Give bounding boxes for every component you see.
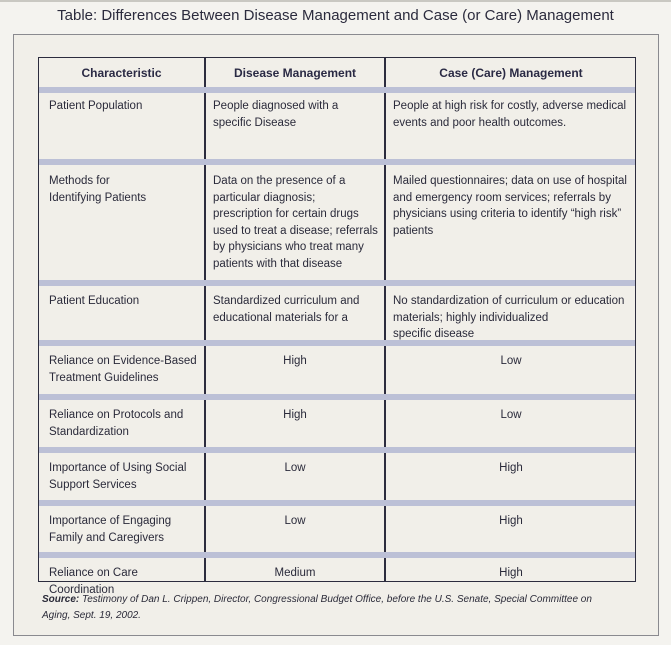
cell-characteristic bbox=[49, 293, 199, 310]
cell-line: Family and Caregivers bbox=[49, 531, 165, 544]
table-title: Table: Differences Between Disease Management and Case (or Care) Management bbox=[57, 7, 614, 24]
cell-line: Mailed questionnaires; data on use of hospital bbox=[393, 175, 627, 187]
cell-line: physicians using criteria to identify “high risk” bbox=[393, 208, 622, 220]
cell-disease-management bbox=[206, 353, 384, 370]
cell-disease-management bbox=[206, 407, 384, 424]
cell-case-management bbox=[386, 407, 636, 424]
cell-disease-management bbox=[213, 173, 381, 272]
cell-line: educational materials for a bbox=[213, 311, 348, 324]
row-separator bbox=[39, 394, 635, 400]
source-note bbox=[42, 592, 642, 624]
header-disease-management: Disease Management bbox=[233, 66, 357, 80]
cell-line: People at high risk for costly, adverse medical bbox=[393, 100, 627, 112]
cell-line: Data on the presence of a bbox=[213, 175, 346, 187]
cell-case-management bbox=[386, 460, 636, 477]
cell-line: Low bbox=[284, 462, 306, 474]
cell-line: particular diagnosis; bbox=[213, 191, 316, 204]
row-separator bbox=[39, 159, 635, 165]
cell-disease-management bbox=[206, 513, 384, 530]
cell-line: specific disease bbox=[393, 328, 475, 340]
source-text-line2: Aging, Sept. 19, 2002. bbox=[42, 610, 141, 621]
cell-line: specific Disease bbox=[213, 116, 297, 129]
cell-disease-management bbox=[206, 460, 384, 477]
cell-line: by physicians who treat many bbox=[213, 241, 364, 253]
row-separator bbox=[39, 447, 635, 453]
cell-characteristic bbox=[49, 513, 199, 546]
row-separator bbox=[39, 280, 635, 286]
cell-line: Coordination bbox=[49, 583, 115, 596]
cell-line: Reliance on Care bbox=[49, 567, 138, 579]
cell-case-management bbox=[386, 353, 636, 370]
source-text-line1: Testimony of Dan L. Crippen, Director, Congressional Budget Office, before the U.S. Senate, Special Committee on bbox=[82, 594, 592, 605]
comparison-table bbox=[38, 57, 636, 596]
cell-line: Reliance on Evidence-Based bbox=[49, 355, 197, 367]
cell-disease-management bbox=[213, 293, 381, 326]
cell-line: Low bbox=[284, 515, 306, 527]
cell-line: High bbox=[499, 567, 523, 579]
cell-disease-management bbox=[213, 98, 381, 131]
cell-line: used to treat a disease; referrals bbox=[213, 224, 378, 237]
cell-case-management bbox=[393, 98, 633, 131]
cell-line: Reliance on Protocols and bbox=[49, 409, 184, 421]
cell-disease-management bbox=[206, 565, 384, 582]
row-separator bbox=[39, 552, 635, 558]
cell-characteristic bbox=[49, 407, 199, 440]
cell-case-management bbox=[386, 513, 636, 530]
cell-line: events and poor health outcomes. bbox=[393, 116, 567, 129]
cell-line: High bbox=[499, 515, 523, 527]
cell-line: Importance of Using Social bbox=[49, 462, 187, 474]
cell-line: Medium bbox=[274, 567, 316, 579]
cell-line: Standardized curriculum and bbox=[213, 295, 360, 307]
cell-case-management bbox=[393, 293, 633, 343]
cell-line: and emergency room services; referrals by bbox=[393, 191, 611, 204]
cell-line: People diagnosed with a bbox=[213, 100, 339, 112]
cell-line: High bbox=[283, 355, 307, 367]
cell-line: Importance of Engaging bbox=[49, 515, 172, 527]
row-separator bbox=[39, 87, 635, 93]
cell-line: High bbox=[283, 409, 307, 421]
header-case-management: Case (Care) Management bbox=[439, 66, 583, 80]
cell-line: Patient Education bbox=[49, 295, 140, 307]
cell-line: Treatment Guidelines bbox=[49, 371, 159, 384]
cell-line: patients bbox=[393, 224, 434, 237]
cell-line: prescription for certain drugs bbox=[213, 208, 359, 220]
cell-line: materials; highly individualized bbox=[393, 311, 549, 324]
cell-characteristic bbox=[49, 353, 199, 386]
cell-characteristic bbox=[49, 460, 199, 493]
cell-characteristic bbox=[49, 98, 199, 115]
row-separator bbox=[39, 500, 635, 506]
header-characteristic: Characteristic bbox=[81, 66, 162, 80]
cell-line: Standardization bbox=[49, 425, 129, 438]
cell-case-management bbox=[393, 173, 633, 239]
cell-line: Low bbox=[500, 409, 522, 421]
cell-line: Patient Population bbox=[49, 100, 143, 112]
top-rule bbox=[0, 0, 671, 2]
cell-line: Identifying Patients bbox=[49, 191, 147, 204]
cell-line: Methods for bbox=[49, 175, 110, 187]
cell-line: High bbox=[499, 462, 523, 474]
cell-line: No standardization of curriculum or education bbox=[393, 295, 625, 307]
source-label: Source: bbox=[42, 594, 80, 605]
cell-line: Support Services bbox=[49, 478, 137, 491]
table-frame bbox=[13, 34, 659, 636]
cell-line: patients with that disease bbox=[213, 257, 343, 270]
cell-characteristic bbox=[49, 173, 199, 206]
cell-case-management bbox=[386, 565, 636, 582]
cell-line: Low bbox=[500, 355, 522, 367]
